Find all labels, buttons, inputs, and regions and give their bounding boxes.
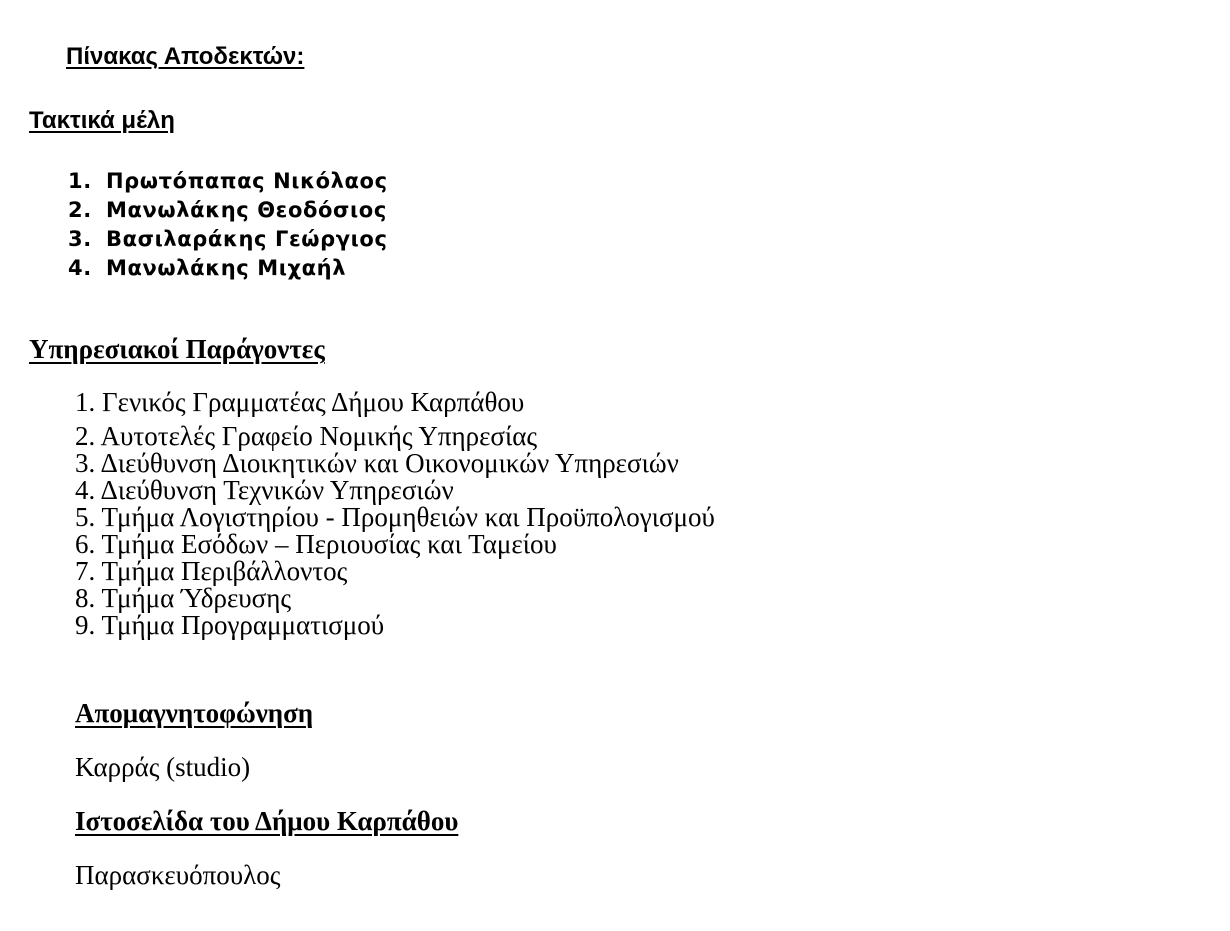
list-number: 1. xyxy=(68,169,92,193)
member-name: Βασιλαράκης Γεώργιος xyxy=(106,227,388,251)
list-item: 7. Τμήμα Περιβάλλοντος xyxy=(75,556,348,586)
regular-members-heading: Τακτικά μέλη xyxy=(29,107,175,134)
list-item xyxy=(68,254,388,283)
service-factors-heading: Υπηρεσιακοί Παράγοντες xyxy=(29,334,325,364)
list-item xyxy=(68,196,388,225)
list-number: 3. xyxy=(68,227,92,251)
list-item: 5. Τμήμα Λογιστηρίου - Προμηθειών και Προϋπολογισμού xyxy=(75,502,715,532)
list-item: 3. Διεύθυνση Διοικητικών και Οικονομικών Υπηρεσιών xyxy=(75,448,679,478)
member-name: Πρωτόπαπας Νικόλαος xyxy=(106,169,388,193)
list-item: 1. Γενικός Γραμματέας Δήμου Καρπάθου xyxy=(75,387,525,417)
list-item: 6. Τμήμα Εσόδων – Περιουσίας και Ταμείου xyxy=(75,529,557,559)
list-number: 4. xyxy=(68,256,92,280)
regular-members-list xyxy=(68,167,388,283)
list-item: 9. Τμήμα Προγραμματισμού xyxy=(75,610,385,640)
service-factors-list xyxy=(75,389,715,639)
member-name: Μανωλάκης Θεοδόσιος xyxy=(106,198,387,222)
website-heading: Ιστοσελίδα του Δήμου Καρπάθου xyxy=(75,806,459,836)
list-item: 4. Διεύθυνση Τεχνικών Υπηρεσιών xyxy=(75,475,454,505)
page-title: Πίνακας Αποδεκτών: xyxy=(66,43,305,70)
list-item xyxy=(68,167,388,196)
transcription-text: Καρράς (studio) xyxy=(75,752,251,782)
member-name: Μανωλάκης Μιχαήλ xyxy=(106,256,347,280)
list-number: 2. xyxy=(68,198,92,222)
website-text: Παρασκευόπουλος xyxy=(75,860,281,890)
list-item xyxy=(68,225,388,254)
list-item: 8. Τμήμα Ύδρευσης xyxy=(75,583,292,613)
list-item: 2. Αυτοτελές Γραφείο Νομικής Υπηρεσίας xyxy=(75,421,538,451)
transcription-heading: Απομαγνητοφώνηση xyxy=(75,698,314,728)
